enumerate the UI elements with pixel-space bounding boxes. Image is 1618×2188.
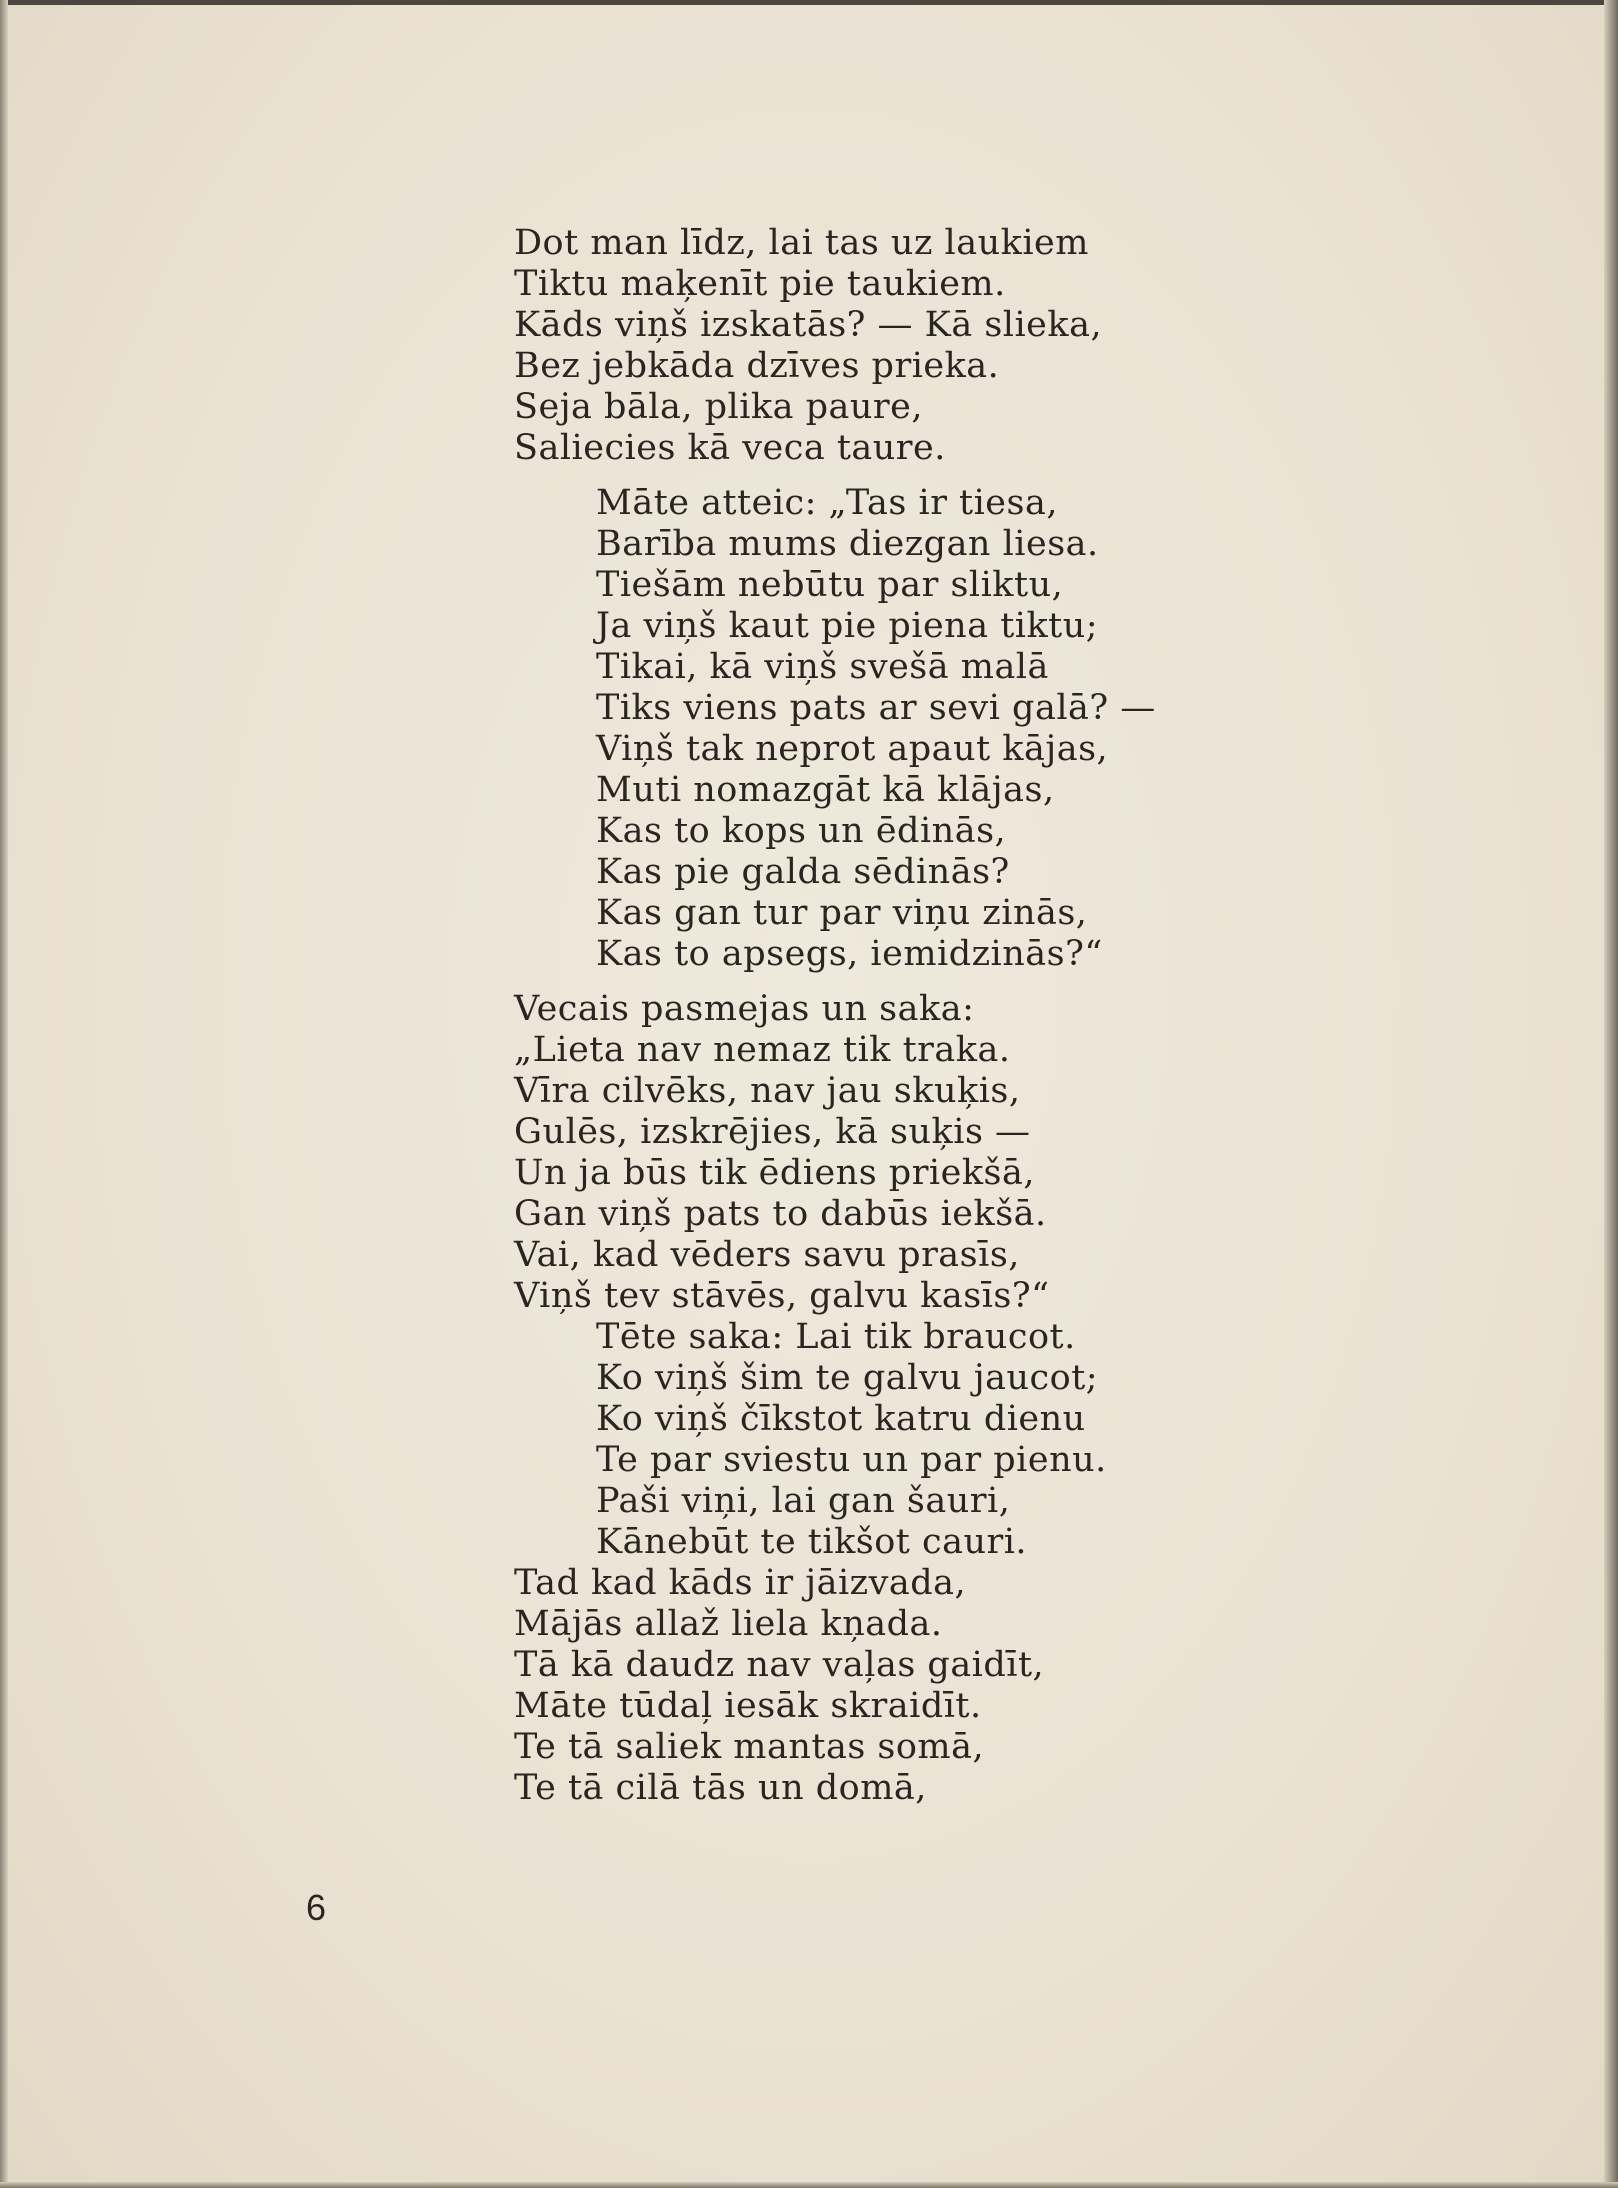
page-bottom-edge [0,2182,1618,2188]
poem-line: Saliecies kā veca taure. [514,428,946,468]
poem-line: Tiešām nebūtu par sliktu, [596,565,1064,605]
poem-line: Kas to apsegs, iemidzinās?“ [596,934,1103,974]
poem-line: Kas pie galda sēdinās? [596,852,1010,892]
poem-line: Māte tūdaļ iesāk skraidīt. [514,1686,982,1726]
poem-line: Gulēs, izskrējies, kā suķis — [514,1112,1031,1152]
poem-line: Vīra cilvēks, nav jau skuķis, [514,1071,1021,1111]
poem-line: Dot man līdz, lai tas uz laukiem [514,223,1089,263]
poem-line: Tēte saka: Lai tik braucot. [596,1317,1076,1357]
poem-line: Ko viņš čīkstot katru dienu [596,1399,1086,1439]
poem-line: Te par sviestu un par pienu. [596,1440,1107,1480]
poem-line: Viņš tev stāvēs, galvu kasīs?“ [514,1276,1050,1316]
poem-line: Kānebūt te tikšot cauri. [596,1522,1028,1562]
page-right-edge [1604,0,1618,2188]
poem-line: Kas gan tur par viņu zinās, [596,893,1088,933]
poem-line: Barība mums diezgan liesa. [596,524,1099,564]
poem-line: Muti nomazgāt kā klājas, [596,770,1055,810]
poem-line: Gan viņš pats to dabūs iekšā. [514,1194,1047,1234]
poem-line: „Lieta nav nemaz tik traka. [514,1030,1011,1070]
poem-line: Tā kā daudz nav vaļas gaidīt, [514,1645,1045,1685]
poem-line: Te tā cilā tās un domā, [514,1768,927,1808]
poem-line: Ja viņš kaut pie piena tiktu; [596,606,1099,646]
poem-line: Vecais pasmejas un saka: [514,989,975,1029]
poem-line: Ko viņš šim te galvu jaucot; [596,1358,1099,1398]
poem-line: Seja bāla, plika paure, [514,387,923,427]
poem-line: Bez jebkāda dzīves prieka. [514,346,1000,386]
poem-line: Tikai, kā viņš svešā malā [596,647,1049,687]
poem-line: Vai, kad vēders savu prasīs, [514,1235,1020,1275]
stanza-4 [514,1317,1156,1563]
poem-line: Māte atteic: „Tas ir tiesa, [596,483,1058,523]
page-left-edge [0,0,8,2188]
poem-line: Viņš tak neprot apaut kājas, [596,729,1109,769]
stanza-5 [514,1563,1156,1809]
poem-line: Tiktu maķenīt pie taukiem. [514,264,1006,304]
page-top-edge [0,0,1618,5]
poem-text [514,223,1156,1809]
poem-line: Tiks viens pats ar sevi galā? — [596,688,1156,728]
stanza-3 [514,989,1156,1317]
stanza-2 [514,483,1156,975]
poem-line: Te tā saliek mantas somā, [514,1727,985,1767]
stanza-1 [514,223,1156,469]
poem-line: Paši viņi, lai gan šauri, [596,1481,1011,1521]
poem-line: Kāds viņš izskatās? — Kā slieka, [514,305,1103,345]
poem-line: Kas to kops un ēdinās, [596,811,1007,851]
page-number: 6 [306,1887,327,1928]
poem-line: Un ja būs tik ēdiens priekšā, [514,1153,1035,1193]
poem-line: Mājās allaž liela kņada. [514,1604,943,1644]
poem-line: Tad kad kāds ir jāizvada, [514,1563,967,1603]
